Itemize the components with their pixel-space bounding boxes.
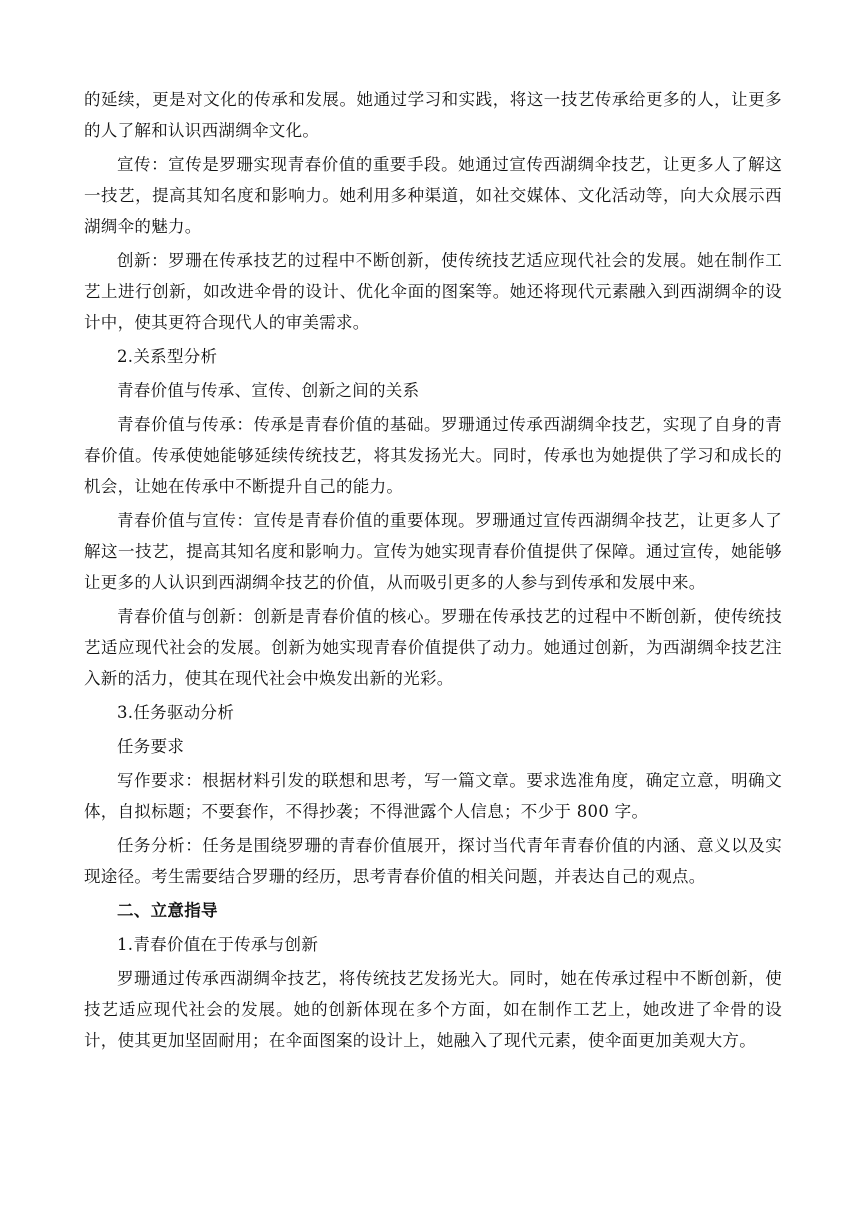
heading-task-analysis: 3.任务驱动分析 [117, 703, 235, 722]
paragraph-promotion: 宣传：宣传是罗珊实现青春价值的重要手段。她通过宣传西湖绸伞技艺，让更多人了解这一技艺，提高其知名度和影响力。她利用多种渠道，如社交媒体、文化活动等，向大众展示西湖绸伞的魅力。 [84, 155, 782, 236]
paragraph-task-analysis: 任务分析：任务是围绕罗珊的青春价值展开，探讨当代青年青春价值的内涵、意义以及实现途径。考生需要结合罗珊的经历，思考青春价值的相关问题，并表达自己的观点。 [84, 836, 782, 886]
paragraph-youth-value: 罗珊通过传承西湖绸伞技艺，将传统技艺发扬光大。同时，她在传承过程中不断创新，使技艺适应现代社会的发展。她的创新体现在多个方面，如在制作工艺上，她改进了伞骨的设计，使其更加坚固耐用；在伞面图案的设计上，她融入了现代元素，使伞面更加美观大方。 [84, 969, 782, 1050]
paragraph-writing-requirements: 写作要求：根据材料引发的联想和思考，写一篇文章。要求选准角度，确定立意，明确文体，自拟标题；不要套作，不得抄袭；不得泄露个人信息；不少于 800 字。 [84, 771, 782, 821]
heading-relationship-analysis: 2.关系型分析 [117, 347, 218, 366]
subheading-task-requirements: 任务要求 [117, 737, 185, 756]
paragraph-continuation: 的延续，更是对文化的传承和发展。她通过学习和实践，将这一技艺传承给更多的人，让更多的人了解和认识西湖绸伞文化。 [84, 90, 782, 140]
heading-youth-value: 1.青春价值在于传承与创新 [117, 935, 319, 954]
paragraph-innovation: 创新：罗珊在传承技艺的过程中不断创新，使传统技艺适应现代社会的发展。她在制作工艺上进行创新，如改进伞骨的设计、优化伞面的图案等。她还将现代元素融入到西湖绸伞的设计中，使其更符合现代人的审美需求。 [84, 251, 782, 332]
section-heading-guidance: 二、立意指导 [117, 901, 218, 920]
subheading-relationship: 青春价值与传承、宣传、创新之间的关系 [117, 381, 420, 400]
paragraph-value-innovation: 青春价值与创新：创新是青春价值的核心。罗珊在传承技艺的过程中不断创新，使传统技艺适应现代社会的发展。创新为她实现青春价值提供了动力。她通过创新，为西湖绸伞技艺注入新的活力，使其在现代社会中焕发出新的光彩。 [84, 607, 782, 688]
paragraph-value-inheritance: 青春价值与传承：传承是青春价值的基础。罗珊通过传承西湖绸伞技艺，实现了自身的青春价值。传承使她能够延续传统技艺，将其发扬光大。同时，传承也为她提供了学习和成长的机会，让她在传承中不断提升自己的能力。 [84, 415, 782, 496]
document-page [84, 84, 782, 1059]
paragraph-value-promotion: 青春价值与宣传：宣传是青春价值的重要体现。罗珊通过宣传西湖绸伞技艺，让更多人了解这一技艺，提高其知名度和影响力。宣传为她实现青春价值提供了保障。通过宣传，她能够让更多的人认识到西湖绸伞技艺的价值，从而吸引更多的人参与到传承和发展中来。 [84, 511, 782, 592]
